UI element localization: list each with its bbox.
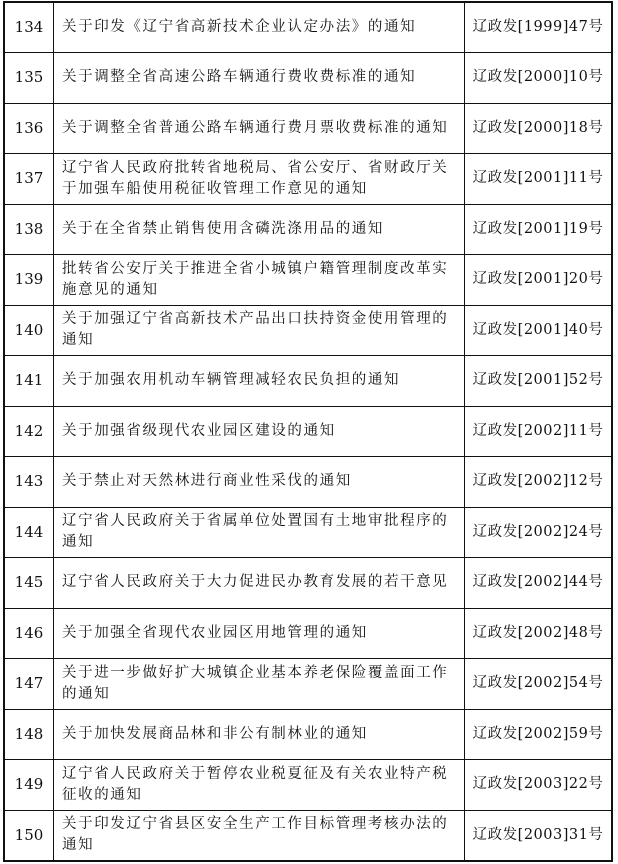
document-number: 辽政发[2001]20号 xyxy=(465,255,613,306)
document-number: 辽政发[2001]11号 xyxy=(465,154,613,205)
document-number: 辽政发[1999]47号 xyxy=(465,2,613,53)
table-row xyxy=(4,204,612,255)
table-row xyxy=(4,810,612,861)
row-number: 149 xyxy=(4,760,54,811)
row-number: 142 xyxy=(4,406,54,457)
document-number: 辽政发[2002]11号 xyxy=(465,406,613,457)
document-title: 关于加强全省现代农业园区用地管理的通知 xyxy=(54,608,465,659)
table-row xyxy=(4,709,612,760)
document-title: 辽宁省人民政府关于省属单位处置国有土地审批程序的通知 xyxy=(54,507,465,558)
document-title: 关于加快发展商品林和非公有制林业的通知 xyxy=(54,709,465,760)
document-title: 批转省公安厅关于推进全省小城镇户籍管理制度改革实施意见的通知 xyxy=(54,255,465,306)
document-title: 辽宁省人民政府关于大力促进民办教育发展的若干意见 xyxy=(54,558,465,609)
table-row xyxy=(4,457,612,508)
document-number: 辽政发[2002]54号 xyxy=(465,659,613,710)
row-number: 143 xyxy=(4,457,54,508)
table-row xyxy=(4,2,612,53)
document-number: 辽政发[2003]31号 xyxy=(465,810,613,861)
row-number: 139 xyxy=(4,255,54,306)
document-number: 辽政发[2002]59号 xyxy=(465,709,613,760)
table-row xyxy=(4,406,612,457)
table-row xyxy=(4,507,612,558)
document-title: 关于调整全省普通公路车辆通行费月票收费标准的通知 xyxy=(54,103,465,154)
document-title: 关于禁止对天然林进行商业性采伐的通知 xyxy=(54,457,465,508)
document-number: 辽政发[2002]44号 xyxy=(465,558,613,609)
document-number: 辽政发[2000]10号 xyxy=(465,53,613,104)
document-number: 辽政发[2002]48号 xyxy=(465,608,613,659)
document-title: 关于加强省级现代农业园区建设的通知 xyxy=(54,406,465,457)
table-row xyxy=(4,760,612,811)
document-title: 关于加强农用机动车辆管理减轻农民负担的通知 xyxy=(54,356,465,407)
table-row xyxy=(4,255,612,306)
row-number: 145 xyxy=(4,558,54,609)
document-list-table xyxy=(3,1,613,862)
row-number: 148 xyxy=(4,709,54,760)
document-title: 关于印发辽宁省县区安全生产工作目标管理考核办法的通知 xyxy=(54,810,465,861)
table-row xyxy=(4,356,612,407)
document-number: 辽政发[2003]22号 xyxy=(465,760,613,811)
document-number: 辽政发[2000]18号 xyxy=(465,103,613,154)
document-number: 辽政发[2002]24号 xyxy=(465,507,613,558)
document-number: 辽政发[2001]19号 xyxy=(465,204,613,255)
row-number: 150 xyxy=(4,810,54,861)
document-title: 关于进一步做好扩大城镇企业基本养老保险覆盖面工作的通知 xyxy=(54,659,465,710)
document-page xyxy=(3,1,615,862)
row-number: 140 xyxy=(4,305,54,356)
row-number: 136 xyxy=(4,103,54,154)
row-number: 144 xyxy=(4,507,54,558)
table-row xyxy=(4,558,612,609)
row-number: 134 xyxy=(4,2,54,53)
row-number: 146 xyxy=(4,608,54,659)
document-number: 辽政发[2002]12号 xyxy=(465,457,613,508)
row-number: 137 xyxy=(4,154,54,205)
document-title: 辽宁省人民政府批转省地税局、省公安厅、省财政厅关于加强车船使用税征收管理工作意见的通知 xyxy=(54,154,465,205)
document-title: 辽宁省人民政府关于暂停农业税夏征及有关农业特产税征收的通知 xyxy=(54,760,465,811)
document-number: 辽政发[2001]52号 xyxy=(465,356,613,407)
row-number: 135 xyxy=(4,53,54,104)
row-number: 141 xyxy=(4,356,54,407)
row-number: 138 xyxy=(4,204,54,255)
table-row xyxy=(4,608,612,659)
table-row xyxy=(4,305,612,356)
table-row xyxy=(4,659,612,710)
document-title: 关于调整全省高速公路车辆通行费收费标准的通知 xyxy=(54,53,465,104)
table-row xyxy=(4,53,612,104)
row-number: 147 xyxy=(4,659,54,710)
document-title: 关于加强辽宁省高新技术产品出口扶持资金使用管理的通知 xyxy=(54,305,465,356)
document-title: 关于在全省禁止销售使用含磷洗涤用品的通知 xyxy=(54,204,465,255)
table-row xyxy=(4,154,612,205)
table-row xyxy=(4,103,612,154)
table-body xyxy=(4,2,612,861)
document-number: 辽政发[2001]40号 xyxy=(465,305,613,356)
document-title: 关于印发《辽宁省高新技术企业认定办法》的通知 xyxy=(54,2,465,53)
